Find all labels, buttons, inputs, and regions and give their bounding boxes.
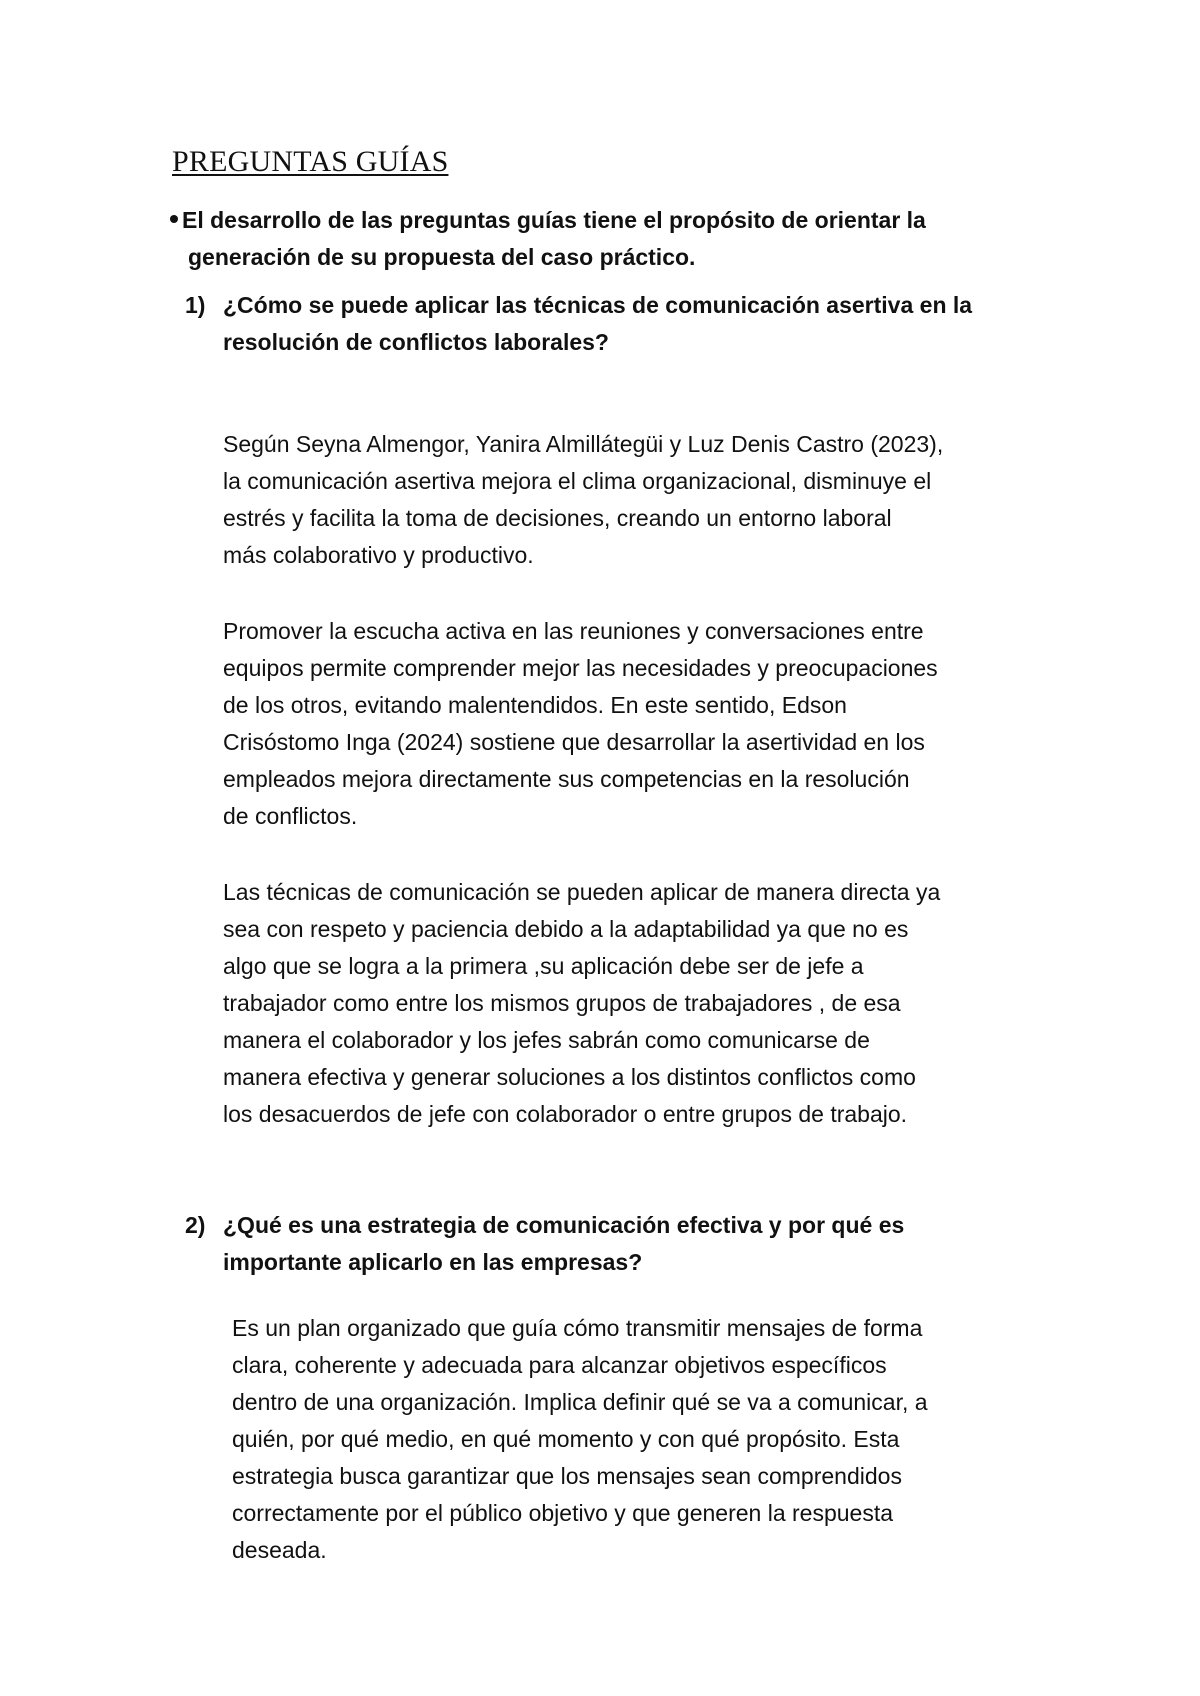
paragraph-line: clara, coherente y adecuada para alcanzar objetivos específicos <box>232 1352 887 1378</box>
intro-bullet <box>170 202 1050 276</box>
paragraph-line: trabajador como entre los mismos grupos de trabajadores , de esa <box>223 990 901 1016</box>
answer-paragraph-4 <box>232 1310 1092 1569</box>
question-1 <box>185 287 1065 361</box>
paragraph-line: Según Seyna Almengor, Yanira Almillátegüi y Luz Denis Castro (2023), <box>223 431 944 457</box>
paragraph-line: algo que se logra a la primera ,su aplicación debe ser de jefe a <box>223 953 864 979</box>
paragraph-line: dentro de una organización. Implica definir qué se va a comunicar, a <box>232 1389 928 1415</box>
intro-line-1 <box>170 202 1050 239</box>
paragraph-line: manera el colaborador y los jefes sabrán como comunicarse de <box>223 1027 870 1053</box>
paragraph-line: Las técnicas de comunicación se pueden aplicar de manera directa ya <box>223 879 941 905</box>
paragraph-line: más colaborativo y productivo. <box>223 542 534 568</box>
document-title: PREGUNTAS GUÍAS <box>172 145 449 178</box>
question-line: ¿Qué es una estrategia de comunicación efectiva y por qué es <box>223 1212 905 1238</box>
answer-paragraph-3 <box>223 874 1083 1133</box>
paragraph-line: estrés y facilita la toma de decisiones, creando un entorno laboral <box>223 505 892 531</box>
question-line: resolución de conflictos laborales? <box>223 329 609 355</box>
paragraph-line: empleados mejora directamente sus competencias en la resolución <box>223 766 910 792</box>
paragraph-line: Crisóstomo Inga (2024) sostiene que desarrollar la asertividad en los <box>223 729 925 755</box>
paragraph-line: Promover la escucha activa en las reuniones y conversaciones entre <box>223 618 924 644</box>
answer-paragraph-1 <box>223 426 1083 574</box>
paragraph-line: equipos permite comprender mejor las necesidades y preocupaciones <box>223 655 938 681</box>
question-2 <box>185 1207 1065 1281</box>
paragraph-line: quién, por qué medio, en qué momento y con qué propósito. Esta <box>232 1426 900 1452</box>
paragraph-line: manera efectiva y generar soluciones a los distintos conflictos como <box>223 1064 916 1090</box>
question-number: 1) <box>185 292 206 318</box>
paragraph-line: Es un plan organizado que guía cómo transmitir mensajes de forma <box>232 1315 923 1341</box>
paragraph-line: sea con respeto y paciencia debido a la adaptabilidad ya que no es <box>223 916 909 942</box>
paragraph-line: la comunicación asertiva mejora el clima organizacional, disminuye el <box>223 468 932 494</box>
paragraph-line: estrategia busca garantizar que los mensajes sean comprendidos <box>232 1463 902 1489</box>
paragraph-line: deseada. <box>232 1537 327 1563</box>
intro-text-2: generación de su propuesta del caso práctico. <box>188 244 696 270</box>
intro-text-1: El desarrollo de las preguntas guías tiene el propósito de orientar la <box>182 207 926 233</box>
question-line: importante aplicarlo en las empresas? <box>223 1249 643 1275</box>
paragraph-line: correctamente por el público objetivo y que generen la respuesta <box>232 1500 894 1526</box>
question-text <box>223 287 1065 361</box>
bullet-icon <box>170 215 178 223</box>
question-text <box>223 1207 1065 1281</box>
paragraph-line: de los otros, evitando malentendidos. En este sentido, Edson <box>223 692 847 718</box>
answer-paragraph-2 <box>223 613 1083 835</box>
paragraph-line: de conflictos. <box>223 803 358 829</box>
paragraph-line: los desacuerdos de jefe con colaborador o entre grupos de trabajo. <box>223 1101 908 1127</box>
question-number: 2) <box>185 1212 206 1238</box>
question-line: ¿Cómo se puede aplicar las técnicas de comunicación asertiva en la <box>223 292 973 318</box>
